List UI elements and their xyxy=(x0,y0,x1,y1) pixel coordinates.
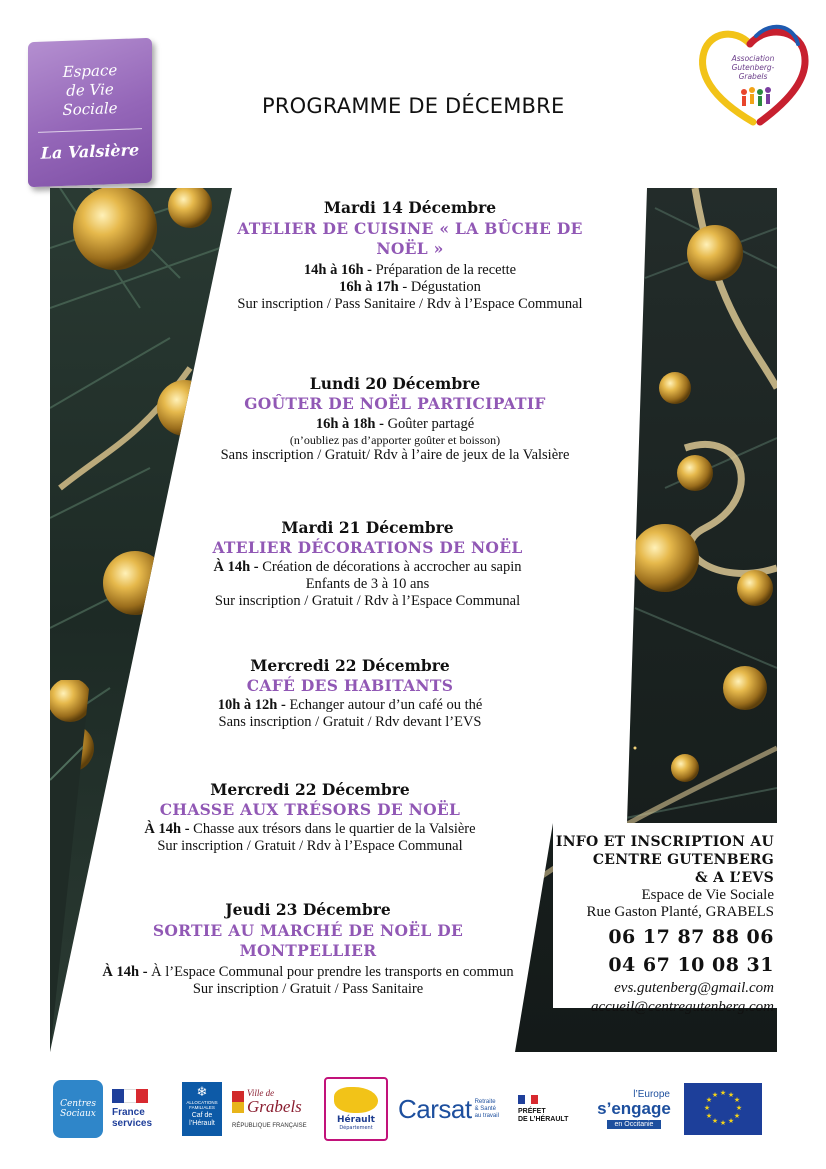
event-audience: Enfants de 3 à 10 ans xyxy=(305,576,430,592)
event-time-line: À 14h - Création de décorations à accrocher au sapin xyxy=(213,559,522,575)
snowflake-icon: ❄ xyxy=(196,1084,208,1099)
event-details: Sans inscription / Gratuit / Rdv devant l’EVS xyxy=(218,714,482,730)
partner-europe-logo: l’Europe s’engage en Occitanie xyxy=(597,1089,671,1128)
association-logo-text: Association Gutenberg-Grabels xyxy=(731,54,775,81)
french-flag-icon xyxy=(518,1095,538,1104)
event-2 xyxy=(190,374,600,464)
svg-text:★: ★ xyxy=(733,1112,741,1120)
event-time-line: 16h à 17h - Dégustation xyxy=(339,279,481,295)
svg-text:★: ★ xyxy=(733,1096,741,1104)
event-note: (n’oubliez pas d’apporter goûter et boisson) xyxy=(289,433,501,447)
svg-text:★: ★ xyxy=(705,1112,713,1120)
event-title: CAFÉ DES HABITANTS xyxy=(246,676,454,695)
partner-france-services-logo: France services xyxy=(112,1078,168,1140)
phone-number: 04 67 10 08 31 xyxy=(608,954,774,976)
event-date: Jeudi 23 Décembre xyxy=(225,900,391,919)
svg-text:★: ★ xyxy=(711,1117,719,1125)
svg-text:★: ★ xyxy=(703,1104,711,1112)
contact-info xyxy=(534,833,774,1017)
event-time-line: À 14h - Chasse aux trésors dans le quartier de la Valsière xyxy=(144,821,476,837)
event-date: Lundi 20 Décembre xyxy=(309,374,481,393)
email-address: evs.gutenberg@gmail.com xyxy=(614,980,774,996)
event-4 xyxy=(150,656,550,731)
evs-logo-text: Espace de Vie Sociale xyxy=(62,61,118,119)
event-title: GOÛTER DE NOËL PARTICIPATIF xyxy=(244,394,546,413)
info-heading: INFO ET INSCRIPTION AU xyxy=(555,834,774,850)
event-title: CHASSE AUX TRÉSORS DE NOËL xyxy=(159,800,461,819)
french-flag-icon xyxy=(112,1089,148,1103)
info-heading: CENTRE GUTENBERG xyxy=(592,852,774,868)
event-5 xyxy=(110,780,510,855)
svg-text:★: ★ xyxy=(719,1119,727,1127)
event-details: Sur inscription / Gratuit / Rdv à l’Espace Communal xyxy=(214,593,521,609)
eu-flag-icon xyxy=(684,1083,762,1135)
partner-centres-sociaux-logo: Centres Sociaux xyxy=(52,1078,104,1140)
event-details: Sur inscription / Pass Sanitaire / Rdv à l’Espace Communal xyxy=(237,296,583,312)
partner-prefet-logo: PRÉFET DE L’HÉRAULT xyxy=(518,1078,584,1140)
evs-logo xyxy=(28,38,152,187)
event-details: Sans inscription / Gratuit/ Rdv à l’aire de jeux de la Valsière xyxy=(220,447,570,463)
svg-text:★: ★ xyxy=(705,1096,713,1104)
event-details: Sur inscription / Gratuit / Pass Sanitaire xyxy=(192,981,424,997)
svg-text:★: ★ xyxy=(727,1117,735,1125)
event-time-line: À 14h - À l’Espace Communal pour prendre les transports en commun xyxy=(102,964,514,980)
event-title: ATELIER DÉCORATIONS DE NOËL xyxy=(212,538,523,557)
event-date: Mercredi 22 Décembre xyxy=(210,780,410,799)
event-time-line: 10h à 12h - Echanger autour d’un café ou thé xyxy=(217,697,483,713)
event-6 xyxy=(68,900,548,998)
partner-grabels-logo: Ville de Grabels RÉPUBLIQUE FRANÇAISE xyxy=(232,1088,307,1129)
shield-icon xyxy=(232,1091,244,1113)
evs-logo-name: La Valsière xyxy=(40,140,140,163)
svg-text:★: ★ xyxy=(711,1091,719,1099)
event-1 xyxy=(200,198,620,313)
email-address: accueil@centregutenberg.com xyxy=(590,999,774,1015)
event-title: SORTIE AU MARCHÉ DE NOËL DE MONTPELLIER xyxy=(152,921,464,960)
phone-number: 06 17 87 88 06 xyxy=(608,926,774,948)
page-title: PROGRAMME DE DÉCEMBRE xyxy=(262,94,565,118)
info-address: Rue Gaston Planté, GRABELS xyxy=(586,904,774,920)
partner-herault-logo: Hérault Département xyxy=(324,1078,388,1140)
event-date: Mardi 14 Décembre xyxy=(323,198,497,217)
event-title: ATELIER DE CUISINE « LA BÛCHE DE NOËL » xyxy=(237,219,583,258)
info-heading: & A L’EVS xyxy=(695,870,774,886)
association-logo xyxy=(690,22,816,132)
event-time-line: 16h à 18h - Goûter partagé xyxy=(315,416,475,432)
svg-text:★: ★ xyxy=(735,1104,743,1112)
partner-eu-flag-logo xyxy=(683,1078,763,1140)
partner-caf-logo: ❄ ALLOCATIONS FAMILIALES Caf de l’Hérault xyxy=(180,1078,224,1140)
event-details: Sur inscription / Gratuit / Rdv à l’Espace Communal xyxy=(157,838,463,854)
event-date: Mardi 21 Décembre xyxy=(281,518,454,537)
info-place: Espace de Vie Sociale xyxy=(641,887,774,903)
event-time-line: 14h à 16h - Préparation de la recette xyxy=(303,262,517,278)
svg-text:★: ★ xyxy=(727,1091,735,1099)
partner-carsat-logo: Carsat Retraite & Santé au travail xyxy=(398,1093,499,1124)
event-3 xyxy=(170,518,565,610)
event-date: Mercredi 22 Décembre xyxy=(250,656,450,675)
svg-text:★: ★ xyxy=(719,1089,727,1097)
